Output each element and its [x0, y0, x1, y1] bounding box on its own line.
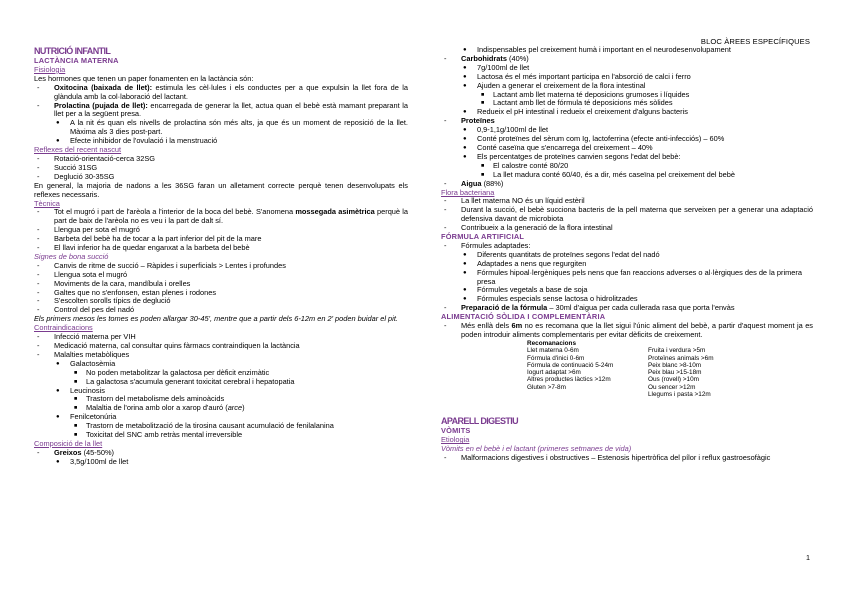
table-row: Fórmula d'inici 0-6m Proteïnes animals >6m [527, 354, 714, 362]
list-item: ● Ajuden a generar el creixement de la flora intestinal [463, 80, 646, 90]
list-item: - Més enllà dels 6m no es recomana que la llet sigui l'únic aliment del bebè, a partir d'aquest moment ja es poden introduir aliments complementaris per evitar dèficits de creixement. [444, 321, 813, 339]
list-item: ● 0,9-1,1g/100ml de llet [463, 125, 549, 135]
list-item: - Deglució 30-35SG [37, 171, 115, 181]
list-item: ● Fórmules especials sense lactosa o hidrolitzades [463, 294, 638, 304]
subheading-vomits: Vòmits en el bebè i el lactant (primeres setmanes de vida) [441, 444, 632, 454]
heading-contraindicacions: Contraindicacions [34, 323, 93, 333]
list-item: ■ Trastorn de metabolització de la tirosina causant acumulació de fenilalanina [74, 421, 334, 431]
list-item: ■ No poden metabolitzar la galactosa per dèficit enzimàtic [74, 367, 270, 377]
list-item: ■ Lactant amb llet materna té deposicions grumoses i líquides [481, 89, 690, 99]
list-item: - Aigua (88%) [444, 178, 504, 188]
list-item: - Llengua per sota el mugró [37, 225, 140, 235]
list-item: - Succió 31SG [37, 162, 98, 172]
list-item: ■ La llet madura conté 60/40, és a dir, més caseïna pel creixement del bebè [481, 169, 735, 179]
list-item: ● Fórmules hipoal·lergèniques pels nens que fan reaccions adverses o al·lèrgiques des de la primera presa [463, 267, 802, 286]
list-item: - S'escolten sorolls típics de deglució [37, 296, 171, 306]
table-row: Fórmula de continuació 5-24m Peix blanc >8-10m [527, 361, 702, 369]
list-item: ● Galactosèmia [56, 358, 116, 368]
list-item: ● Adaptades a nens que regurgiten [463, 258, 587, 268]
list-item: ● Efecte inhibidor de l'ovulació i la menstruació [56, 136, 218, 146]
list-item: - Control del pes del nadó [37, 305, 135, 315]
list-item: ■ Toxicitat del SNC amb retràs mental irreversible [74, 430, 243, 440]
list-item: ■ Lactant amb llet de fórmula té deposicions més sòlides [481, 98, 673, 108]
recommendations-table [527, 340, 714, 398]
heading-tecnica: Tècnica [34, 198, 60, 208]
heading-reflexes: Reflexes del recent nascut [34, 145, 122, 155]
signes-note: Els primers mesos les tomes es poden allargar 30-45', mentre que a partir dels 6-12m en 2' poden buidar el pit. [34, 314, 398, 324]
list-item: ● Lactosa és el més important participa en l'absorció de calci i ferro [463, 71, 691, 81]
list-item: ■ La galactosa s'acumula generant toxicitat cerebral i hepatopatia [74, 376, 295, 386]
list-item: - Preparació de la fórmula – 30ml d'aigua per cada cullerada rasa que porta l'envàs [444, 303, 735, 313]
list-item: - Proteïnes [444, 116, 495, 126]
doc-title: NUTRICIÓ INFANTIL [34, 46, 111, 56]
list-item: - Rotació-orientació-cerca 32SG [37, 153, 156, 163]
list-item: ● 3,5g/100ml de llet [56, 456, 129, 466]
list-item: ● Diferents quantitats de proteïnes segons l'edat del nadó [463, 249, 660, 259]
table-row: Llet materna 0-6m Fruita i verdura >5m [527, 347, 706, 355]
running-header: BLOC ÀREES ESPECÍFIQUES [700, 37, 810, 46]
list-item: ● Fenilcetonúria [56, 412, 117, 422]
table-row: Llegums i pasta >12m [648, 390, 711, 398]
section-lactancia: LACTÀNCIA MATERNA [34, 56, 119, 65]
heading-signes: Signes de bona succió [34, 251, 109, 261]
list-item: ● Els percentatges de proteïnes canvien segons l'edat del bebè: [463, 151, 681, 161]
list-item: - Malformacions digestives i obstructives – Estenosis hipertròfica del pílor i reflux gastroesofàgic [444, 453, 771, 462]
list-item: - Greixos (45-50%) [37, 447, 114, 457]
heading-flora: Flora bacteriana [441, 187, 495, 197]
list-item: - Malalties metabòliques [37, 349, 130, 359]
title-digestiu: APARELL DIGESTIU [441, 416, 519, 427]
list-item: ● A la nit és quan els nivells de prolactina són més alts, ja que és un moment de reposició de la llet. Màxima als 3 dies post-part. [56, 118, 408, 137]
list-item: - Galtes que no s'enfonsen, estan plenes i rodones [37, 287, 217, 297]
list-item: - Barbeta del bebè ha de tocar a la part inferior del pit de la mare [37, 234, 262, 244]
table-row: Gluten >7-8m Ou sencer >12m [527, 383, 696, 391]
section-formula: FÓRMULA ARTIFICIAL [441, 232, 525, 242]
list-item: - Medicació materna, cal consultar quins fàrmacs contraindiquen la lactància [37, 341, 300, 350]
list-item: ● 7g/100ml de llet [463, 62, 530, 72]
list-item: - Infecció materna per VIH [37, 332, 136, 342]
list-item: ● Conté caseïna que s'encarrega del creixement – 40% [463, 142, 653, 152]
list-item: - Tot el mugró i part de l'arèola a l'interior de la boca del bebè. S'anomena mossegada asimètrica perquè la part de baix de l'arèola no es veu i la part de dalt sí. [37, 207, 409, 226]
list-item: - Moviments de la cara, mandíbula i orelles [37, 278, 191, 288]
list-item: - Contribueix a la generació de la flora intestinal [444, 223, 613, 233]
list-item: - Prolactina (pujada de llet): encarregada de generar la llet, actua quan el bebè està mamant preparant la llet per a la següent presa. [37, 100, 408, 119]
list-item: - Carbohidrats (40%) [444, 53, 529, 63]
page-number: 1 [806, 553, 810, 562]
list-item: ● Fórmules vegetals a base de soja [463, 285, 588, 295]
heading-etiologia: Etiologia [441, 435, 470, 445]
right-column [441, 46, 813, 463]
list-item: ● Redueix el pH intestinal i redueix el creixement d'alguns bacteris [463, 107, 688, 117]
fisiologia-intro: Les hormones que tenen un paper fonamenten en la lactància són: [34, 73, 254, 83]
list-item: - Durant la succió, el bebè succiona bacteris de la pell materna que serveixen per a generar una adaptació defensiva davant de microbiota [444, 205, 813, 224]
list-item: - Oxitocina (baixada de llet): estimula les cèl·lules i els conductes per a que expulsin la llet fora de la glàndula amb la col·laboració del lactant. [37, 82, 408, 101]
list-item: - El llavi inferior ha de quedar enganxat a la barbeta del bebè [37, 243, 250, 253]
left-column [34, 46, 408, 467]
list-item: - Fórmules adaptades: [444, 240, 531, 250]
list-item: ■ El calostre conté 80/20 [481, 160, 569, 170]
reflexes-note: En general, la majoria de nadons a les 36SG faran un alletament correcte perquè tenen desenvolupats els reflexes necessaris. [34, 180, 408, 199]
recommendations-heading: Recomanacions [527, 339, 577, 347]
section-alimentacio: ALIMENTACIÓ SÒLIDA I COMPLEMENTÀRIA [441, 312, 606, 322]
list-item: ● Indispensables pel creixement humà i important en el neurodesenvolupament [463, 45, 731, 54]
list-item: ■ Trastorn del metabolisme dels aminoàcids [74, 394, 225, 404]
list-item: ● Conté proteïnes del sèrum com Ig, lactoferrina (efecte anti-infecciós) – 60% [463, 134, 725, 144]
list-item: - Canvis de ritme de succió – Ràpides i superficials > Lentes i profundes [37, 260, 286, 270]
heading-composicio: Composició de la llet [34, 438, 103, 448]
heading-fisiologia: Fisiologia [34, 64, 66, 74]
list-item: - Llengua sota el mugró [37, 269, 128, 279]
list-item: - La llet materna NO és un líquid estèril [444, 196, 585, 206]
section-vomits: VÒMITS [441, 426, 471, 436]
list-item: ■ Malaltia de l'orina amb olor a xarop d'auró (arce) [74, 403, 245, 413]
list-item: ● Leucinosis [56, 385, 105, 395]
table-row: Altres productes làctics >12m Ous (rovell) >10m [527, 376, 699, 384]
table-row: Iogurt adaptat >6m Peix blau >15-18m [527, 369, 702, 377]
